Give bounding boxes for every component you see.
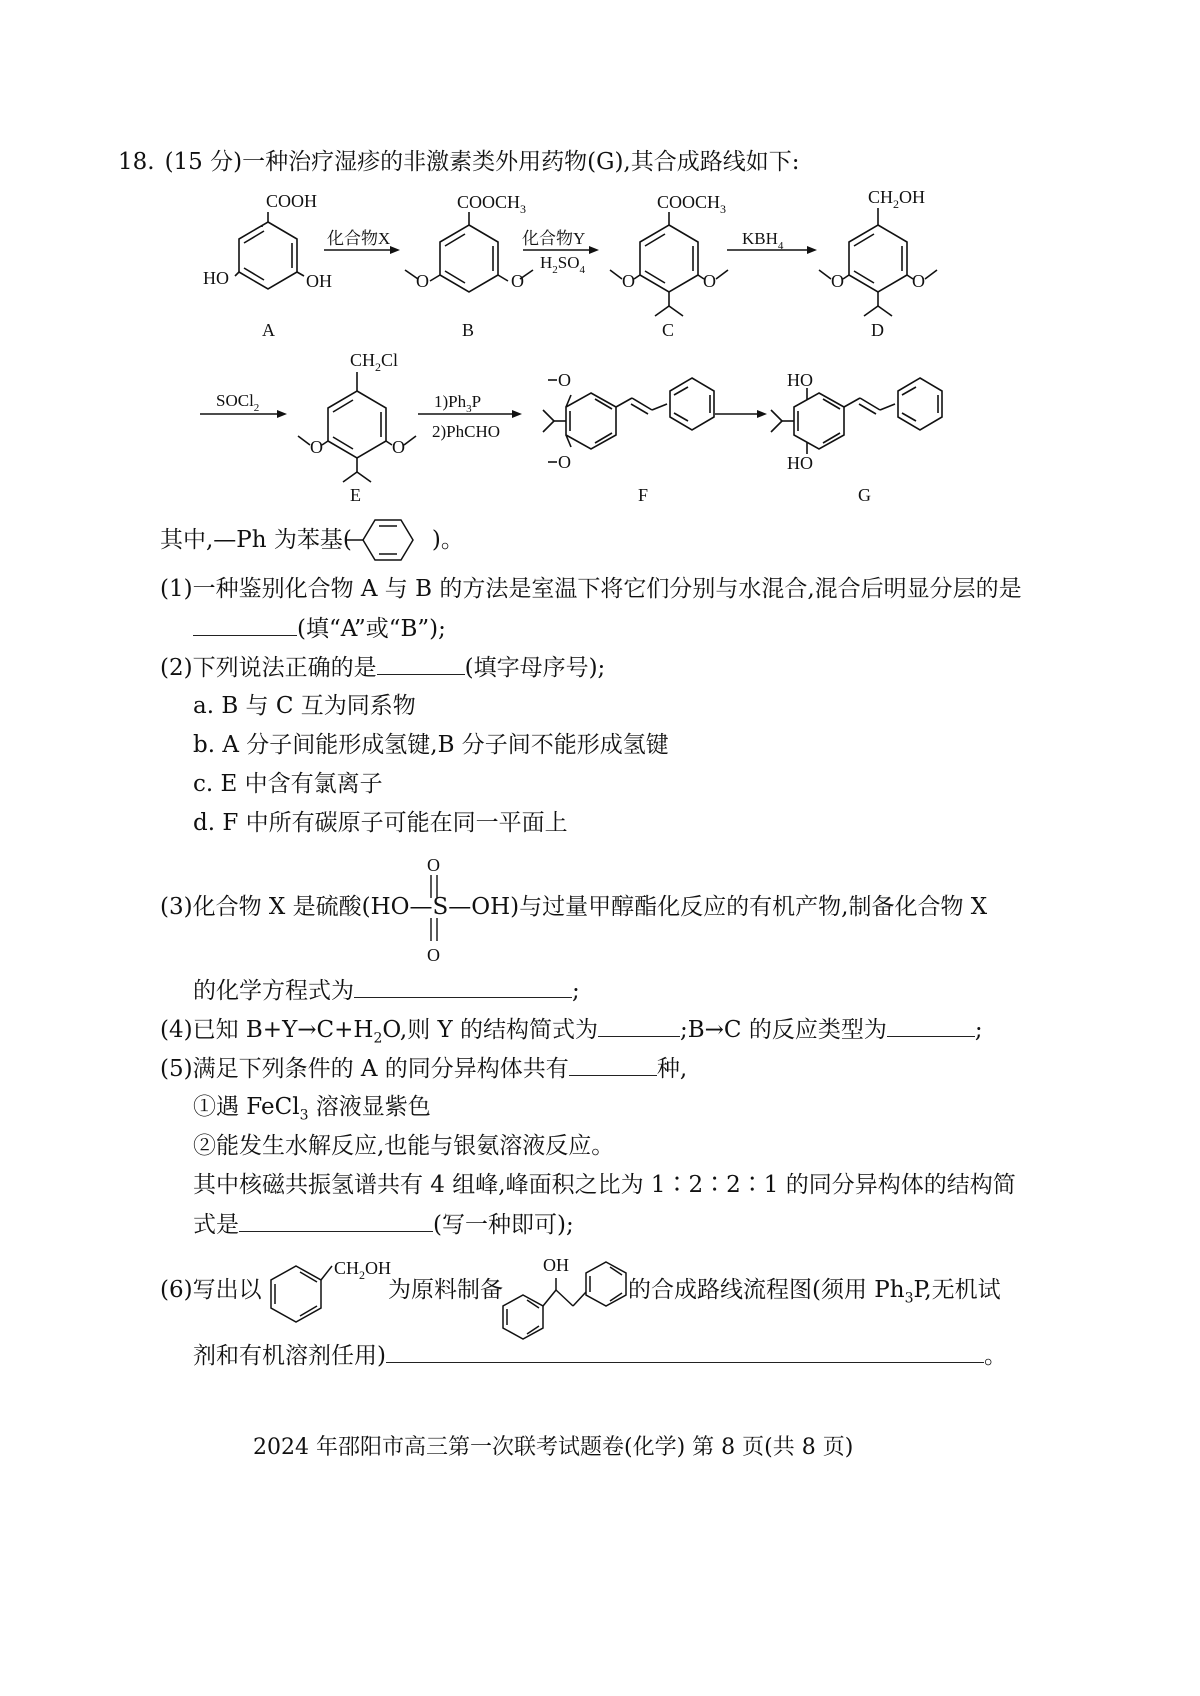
q1-answer-blank[interactable] (193, 613, 297, 636)
q6-prefix: (6)写出以 (160, 1277, 262, 1303)
e-o-left: O (310, 437, 323, 457)
q1-line1: (1)一种鉴别化合物 A 与 B 的方法是室温下将它们分别与水混合,混合后明显分层的是 (160, 576, 1022, 602)
g-ho-bottom: HO (787, 453, 813, 473)
q4-type-blank[interactable] (887, 1014, 975, 1037)
q3-intro: (3)化合物 X 是硫酸( (160, 894, 371, 920)
page-footer: 2024 年邵阳市高三第一次联考试题卷(化学) 第 8 页(共 8 页) (253, 1435, 854, 1460)
q4-part-b: O,则 Y 的结构简式为 (382, 1017, 598, 1043)
benzyl-ch2oh-label: $CH_2OH$ (334, 1258, 392, 1282)
label-a: A (262, 320, 275, 340)
q2-option-a: a. B 与 C 互为同系物 (193, 693, 416, 719)
e-o-right: O (392, 437, 405, 457)
q4-part-d: ; (974, 1017, 983, 1043)
c-o-left: O (622, 271, 635, 291)
d-o-right: O (912, 271, 925, 291)
q6-middle: 为原料制备 (388, 1277, 503, 1303)
ph-note-prefix: 其中,—Ph 为苯基( (160, 527, 352, 553)
label-f: F (638, 485, 649, 505)
q2-stem-text: (2)下列说法正确的是 (160, 655, 377, 681)
q5-condition-1 (193, 1092, 431, 1131)
benzyl-alcohol-structure (271, 1266, 332, 1322)
label-d: D (871, 320, 884, 340)
q6-line2 (193, 1340, 1007, 1371)
q5-nmr: 其中核磁共振氢谱共有 4 组峰,峰面积之比为 1∶2∶2∶1 的同分异构体的结构简 (193, 1172, 1016, 1198)
q6-suffix-a: 的合成路线流程图(须用 Ph (628, 1277, 905, 1303)
question-header (118, 147, 799, 177)
q5-condition-2: ②能发生水解反应,也能与银氨溶液反应。 (193, 1133, 615, 1159)
a-cooh-label: COOH (266, 191, 318, 211)
q6-period: 。 (983, 1343, 1007, 1369)
label-e: E (350, 485, 361, 505)
q5-structure-blank[interactable] (239, 1209, 433, 1232)
c-cooch3-label: $COOCH_3$ (657, 192, 727, 216)
b-o-right: O (511, 271, 524, 291)
f-o-top: O (558, 370, 571, 390)
reagent-h2so4: $H_2SO_4$ (540, 253, 586, 276)
reagent-ph3p: $1)Ph_3P$ (434, 392, 482, 415)
label-c: C (662, 320, 675, 340)
q6-suffix-tail: P,无机试 (913, 1277, 1001, 1303)
q4-y-blank[interactable] (598, 1014, 680, 1037)
reagent-kbh4: $KBH_4$ (742, 229, 784, 252)
question-stem: (15 分)一种治疗湿疹的非激素类外用药物(G),其合成路线如下: (164, 149, 800, 175)
sulfuric-ho: HO— (370, 894, 433, 920)
q6-suffix-sub: 3 (904, 1290, 914, 1307)
q6-suffix (628, 1275, 1001, 1314)
q4-part-a: (4)已知 B+Y→C+H (160, 1017, 374, 1043)
q5-count-blank[interactable] (569, 1053, 657, 1076)
compound-e-structure (298, 372, 416, 482)
label-g: G (858, 485, 871, 505)
q6-route-blank[interactable] (386, 1340, 984, 1363)
q3-equation-prompt: 的化学方程式为 (193, 978, 354, 1004)
ph-note (160, 525, 464, 555)
compound-a-structure (235, 212, 304, 289)
q2-stem-hint: (填字母序号); (464, 655, 606, 681)
question-number: 18. (118, 149, 155, 175)
q4-sub: 2 (373, 1030, 383, 1047)
ph-note-suffix: )。 (431, 527, 464, 553)
q5-stem-text: (5)满足下列条件的 A 的同分异构体共有 (160, 1056, 569, 1082)
q3-semicolon: ; (572, 978, 580, 1004)
q3-rest: )与过量甲醇酯化反应的有机产物,制备化合物 X (510, 894, 988, 920)
q2-stem (160, 652, 605, 683)
q4-line (160, 1014, 983, 1054)
q5-nmr-line2 (193, 1209, 574, 1240)
d-ch2oh-label: $CH_2OH$ (868, 187, 926, 211)
b-o-left: O (416, 271, 429, 291)
compound-f-structure (543, 378, 714, 462)
q2-option-b: b. A 分子间能形成氢键,B 分子间不能形成氢键 (193, 732, 669, 758)
sulfuric-o-top: O (427, 855, 440, 875)
target-oh-label: OH (543, 1255, 569, 1275)
a-oh-label: OH (306, 271, 332, 291)
b-cooch3-label: $COOCH_3$ (457, 192, 527, 216)
q3-line1 (160, 892, 987, 922)
sulfuric-s: S (432, 894, 449, 920)
q5-c1-sub: 3 (299, 1107, 309, 1124)
reagent-compound-y: 化合物Y (522, 229, 586, 248)
reagent-phcho: 2)PhCHO (432, 422, 501, 441)
q5-c1-a: ①遇 FeCl (193, 1094, 300, 1120)
q2-answer-blank[interactable] (377, 652, 465, 675)
q5-nmr2-b: (写一种即可); (433, 1212, 574, 1238)
q5-nmr2-a: 式是 (193, 1212, 239, 1238)
q6-line2-text: 剂和有机溶剂任用) (193, 1343, 386, 1369)
sulfuric-oh: —OH (448, 894, 511, 920)
e-ch2cl-label: $CH_2Cl$ (350, 350, 399, 374)
q4-part-c: ;B→C 的反应类型为 (680, 1017, 887, 1043)
sulfuric-o-bottom: O (427, 945, 440, 965)
q5-stem (160, 1053, 687, 1084)
q5-c1-b: 溶液显紫色 (308, 1094, 431, 1120)
f-o-bottom: O (558, 452, 571, 472)
q2-option-d: d. F 中所有碳原子可能在同一平面上 (193, 810, 568, 836)
reagent-socl2: SOCl$_2$ (216, 391, 260, 414)
q5-unit: 种, (656, 1056, 688, 1082)
g-ho-top: HO (787, 370, 813, 390)
d-o-left: O (831, 271, 844, 291)
reagent-compound-x: 化合物X (327, 229, 391, 248)
q3-answer-blank[interactable] (354, 975, 572, 998)
q3-line2 (193, 975, 580, 1006)
label-b: B (462, 320, 475, 340)
c-o-right: O (703, 271, 716, 291)
a-ho-label: HO (203, 268, 229, 288)
q2-option-c: c. E 中含有氯离子 (193, 771, 383, 797)
q1-hint: (填“A”或“B”); (297, 616, 446, 642)
compound-d-structure (819, 208, 937, 316)
compound-c-structure (610, 212, 728, 316)
q1-line2 (193, 613, 446, 644)
